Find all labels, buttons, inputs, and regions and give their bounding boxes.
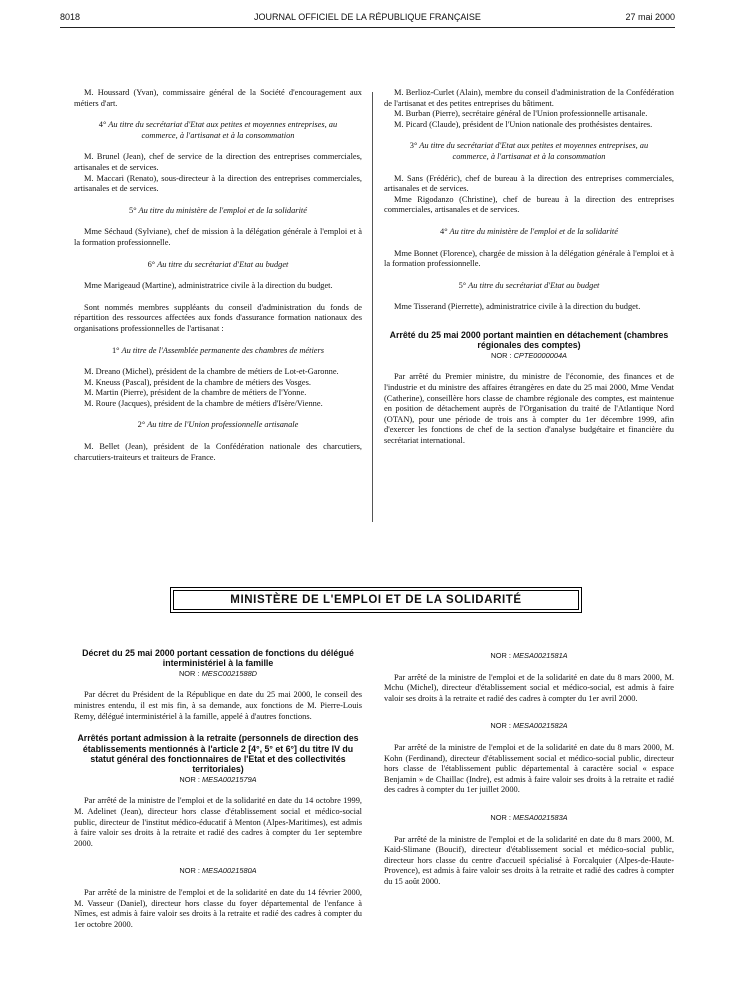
section-heading: 1° Au titre de l'Assemblée permanente des chambres de métiers [111,345,325,355]
nor-reference: NOR : MESA0021583A [490,812,568,822]
right-column [384,88,674,446]
section-heading: 3° Au titre du secrétariat d'Etat aux petites et moyennes entreprises, au commerce, à l'artisanat et à la consommation [409,141,649,161]
section-heading: 5° Au titre du secrétariat d'Etat au budget [458,280,600,290]
ministry-title: MINISTÈRE DE L'EMPLOI ET DE LA SOLIDARITÉ [173,590,579,610]
journal-title: JOURNAL OFFICIEL DE LA RÉPUBLIQUE FRANÇAISE [254,12,481,22]
section-heading: 4° Au titre du secrétariat d'Etat aux petites et moyennes entreprises, au commerce, à l'artisanat et à la consommation [98,120,338,140]
paragraph: M. Maccari (Renato), sous-directeur à la direction des entreprises commerciales, artisanales et de services. [74,173,362,194]
paragraph: Par arrêté de la ministre de l'emploi et de la solidarité en date du 14 octobre 1999, M. Adelinet (Jean), directeur hors classe d'établissement social et médico-social public, directeur de l'institut médico-éducatif à Menton (Alpes-Maritimes), est admis à faire valoir ses droits à la retraite et radié des cadres à compter du 1er septembre 2000. [74,796,362,848]
paragraph: M. Houssard (Yvan), commissaire général de la Société d'encouragement aux métiers d'art. [74,88,362,108]
nor-reference: NOR : MESA0021580A [179,866,257,876]
paragraph: Mme Séchaud (Sylviane), chef de mission à la délégation générale à l'emploi et à la formation professionnelle. [74,227,362,247]
section-heading: 4° Au titre du ministère de l'emploi et de la solidarité [440,226,618,236]
paragraph: M. Roure (Jacques), président de la chambre de métiers d'Isère/Vienne. [84,398,323,408]
paragraph: M. Martin (Pierre), président de la chambre de métiers de l'Yonne. [84,388,307,398]
paragraph: Par arrêté de la ministre de l'emploi et de la solidarité en date du 8 mars 2000, M. Mchu (Michel), directeur d'établissement social et médico-social, est admis à faire valoir ses droits à la retraite et radié des cadres à compter du 1er avril 2000. [384,672,674,703]
page-number: 8018 [60,12,81,22]
nor-reference: NOR : CPTE0000004A [490,350,567,360]
nor-reference: NOR : MESA0021579A [179,774,257,784]
paragraph: Mme Rigodanzo (Christine), chef de bureau à la direction des entreprises commerciales, artisanales et de services. [384,194,674,215]
column-divider [372,92,373,522]
lower-left-column [74,648,362,930]
paragraph: M. Berlioz-Curlet (Alain), membre du conseil d'administration de la Confédération de l'artisanat et des petites entreprises du bâtiment. [384,88,674,108]
paragraph: Par arrêté du Premier ministre, du ministre de l'économie, des finances et de l'industrie et du ministre des affaires étrangères en date du 25 mai 2000, Mme Vendat (Catherine), conseillère hors classe de chambre régionale des comptes, est maintenue en position de détachement auprès de l'Organisation du traité de l'Atlantique Nord (OTAN), pour une période de trois ans à compter du 1er décembre 1999, afin d'exercer les fonctions de chef de la section d'analyse budgétaire et financière du secrétariat international. [384,372,674,445]
section-heading: 2° Au titre de l'Union professionnelle artisanale [137,420,299,430]
paragraph: M. Brunel (Jean), chef de service de la direction des entreprises commerciales, artisanales et de services. [74,152,362,172]
arrete-title: Arrêté du 25 mai 2000 portant maintien en détachement (chambres régionales des comptes) [389,329,669,351]
paragraph: Par décret du Président de la République en date du 25 mai 2000, le conseil des ministres entendu, il est mis fin, à sa demande, aux fonctions de M. Pierre-Louis Remy, délégué interministériel à la famille, appelé à d'autres fonctions. [74,690,362,721]
paragraph: Par arrêté de la ministre de l'emploi et de la solidarité en date du 14 février 2000, M. Vasseur (Daniel), directeur hors classe du foyer départemental de l'enfance à Nîmes, est admis à faire valoir ses droits à la retraite et radié des cadres à compter du 1er octobre 2000. [74,887,362,929]
paragraph: Mme Bonnet (Florence), chargée de mission à la délégation générale à l'emploi et à la formation professionnelle. [384,248,674,269]
paragraph: Mme Tisserand (Pierrette), administratrice civile à la direction du budget. [394,302,641,312]
header-rule [60,27,675,28]
ministry-banner [170,587,582,613]
paragraph: M. Sans (Frédéric), chef de bureau à la direction des entreprises commerciales, artisanales et de services. [384,173,674,194]
section-heading: 5° Au titre du ministère de l'emploi et de la solidarité [129,205,307,215]
lower-right-column [384,651,674,888]
paragraph: Par arrêté de la ministre de l'emploi et de la solidarité en date du 8 mars 2000, M. Kaid-Slimane (Boucif), directeur d'établissement social et médico-social public, directeur hors classe du centre d'accueil spécialisé à Forcalquier (Alpes-de-Haute-Provence), est admis à faire valoir ses droits à la retraite et radié des cadres à compter du 15 août 2000. [384,834,674,886]
nor-reference: NOR : MESA0021581A [490,651,568,660]
arretes-title: Arrêtés portant admission à la retraite (personnels de direction des établissements mentionnés à l'article 2 [4°, 5° et 6°] du titre IV du statut général des fonctionnaires de l'Etat et des collectivités territoriales) [77,733,359,775]
issue-date: 27 mai 2000 [625,12,675,22]
paragraph: M. Picard (Claude), président de l'Union nationale des prothésistes dentaires. [394,119,653,129]
paragraph: M. Kneuss (Pascal), président de la chambre de métiers des Vosges. [84,377,311,387]
nor-reference: NOR : MESC0021588D [178,668,258,678]
section-heading: 6° Au titre du secrétariat d'Etat au budget [147,259,289,269]
left-column [74,88,362,463]
paragraph: Par arrêté de la ministre de l'emploi et de la solidarité en date du 8 mars 2000, M. Kohn (Ferdinand), directeur d'établissement social et médico-social public, directeur hors classe de l'établissement public départemental à caractère social « espace Benjamin » de Chaillac (Indre), est admis à faire valoir ses droits à la retraite et radié des cadres à compter du 1er juillet 2000. [384,742,674,795]
nor-reference: NOR : MESA0021582A [490,721,568,731]
decret-title: Décret du 25 mai 2000 portant cessation de fonctions du délégué interministériel à la famille [82,648,354,669]
page-header [60,12,675,28]
paragraph: Mme Marigeaud (Martine), administratrice civile à la direction du budget. [84,281,333,291]
paragraph: Sont nommés membres suppléants du conseil d'administration du fonds de répartition des ressources affectées aux fonds d'assurance formation nationaux des organisations professionnelles de l'artisanat : [74,302,362,333]
paragraph: M. Burban (Pierre), secrétaire général de l'Union professionnelle artisanale. [394,109,648,119]
paragraph: M. Bellet (Jean), président de la Confédération nationale des charcutiers, charcutiers-traiteurs et traiteurs de France. [74,442,362,462]
paragraph: M. Dreano (Michel), président de la chambre de métiers de Lot-et-Garonne. [84,367,339,377]
